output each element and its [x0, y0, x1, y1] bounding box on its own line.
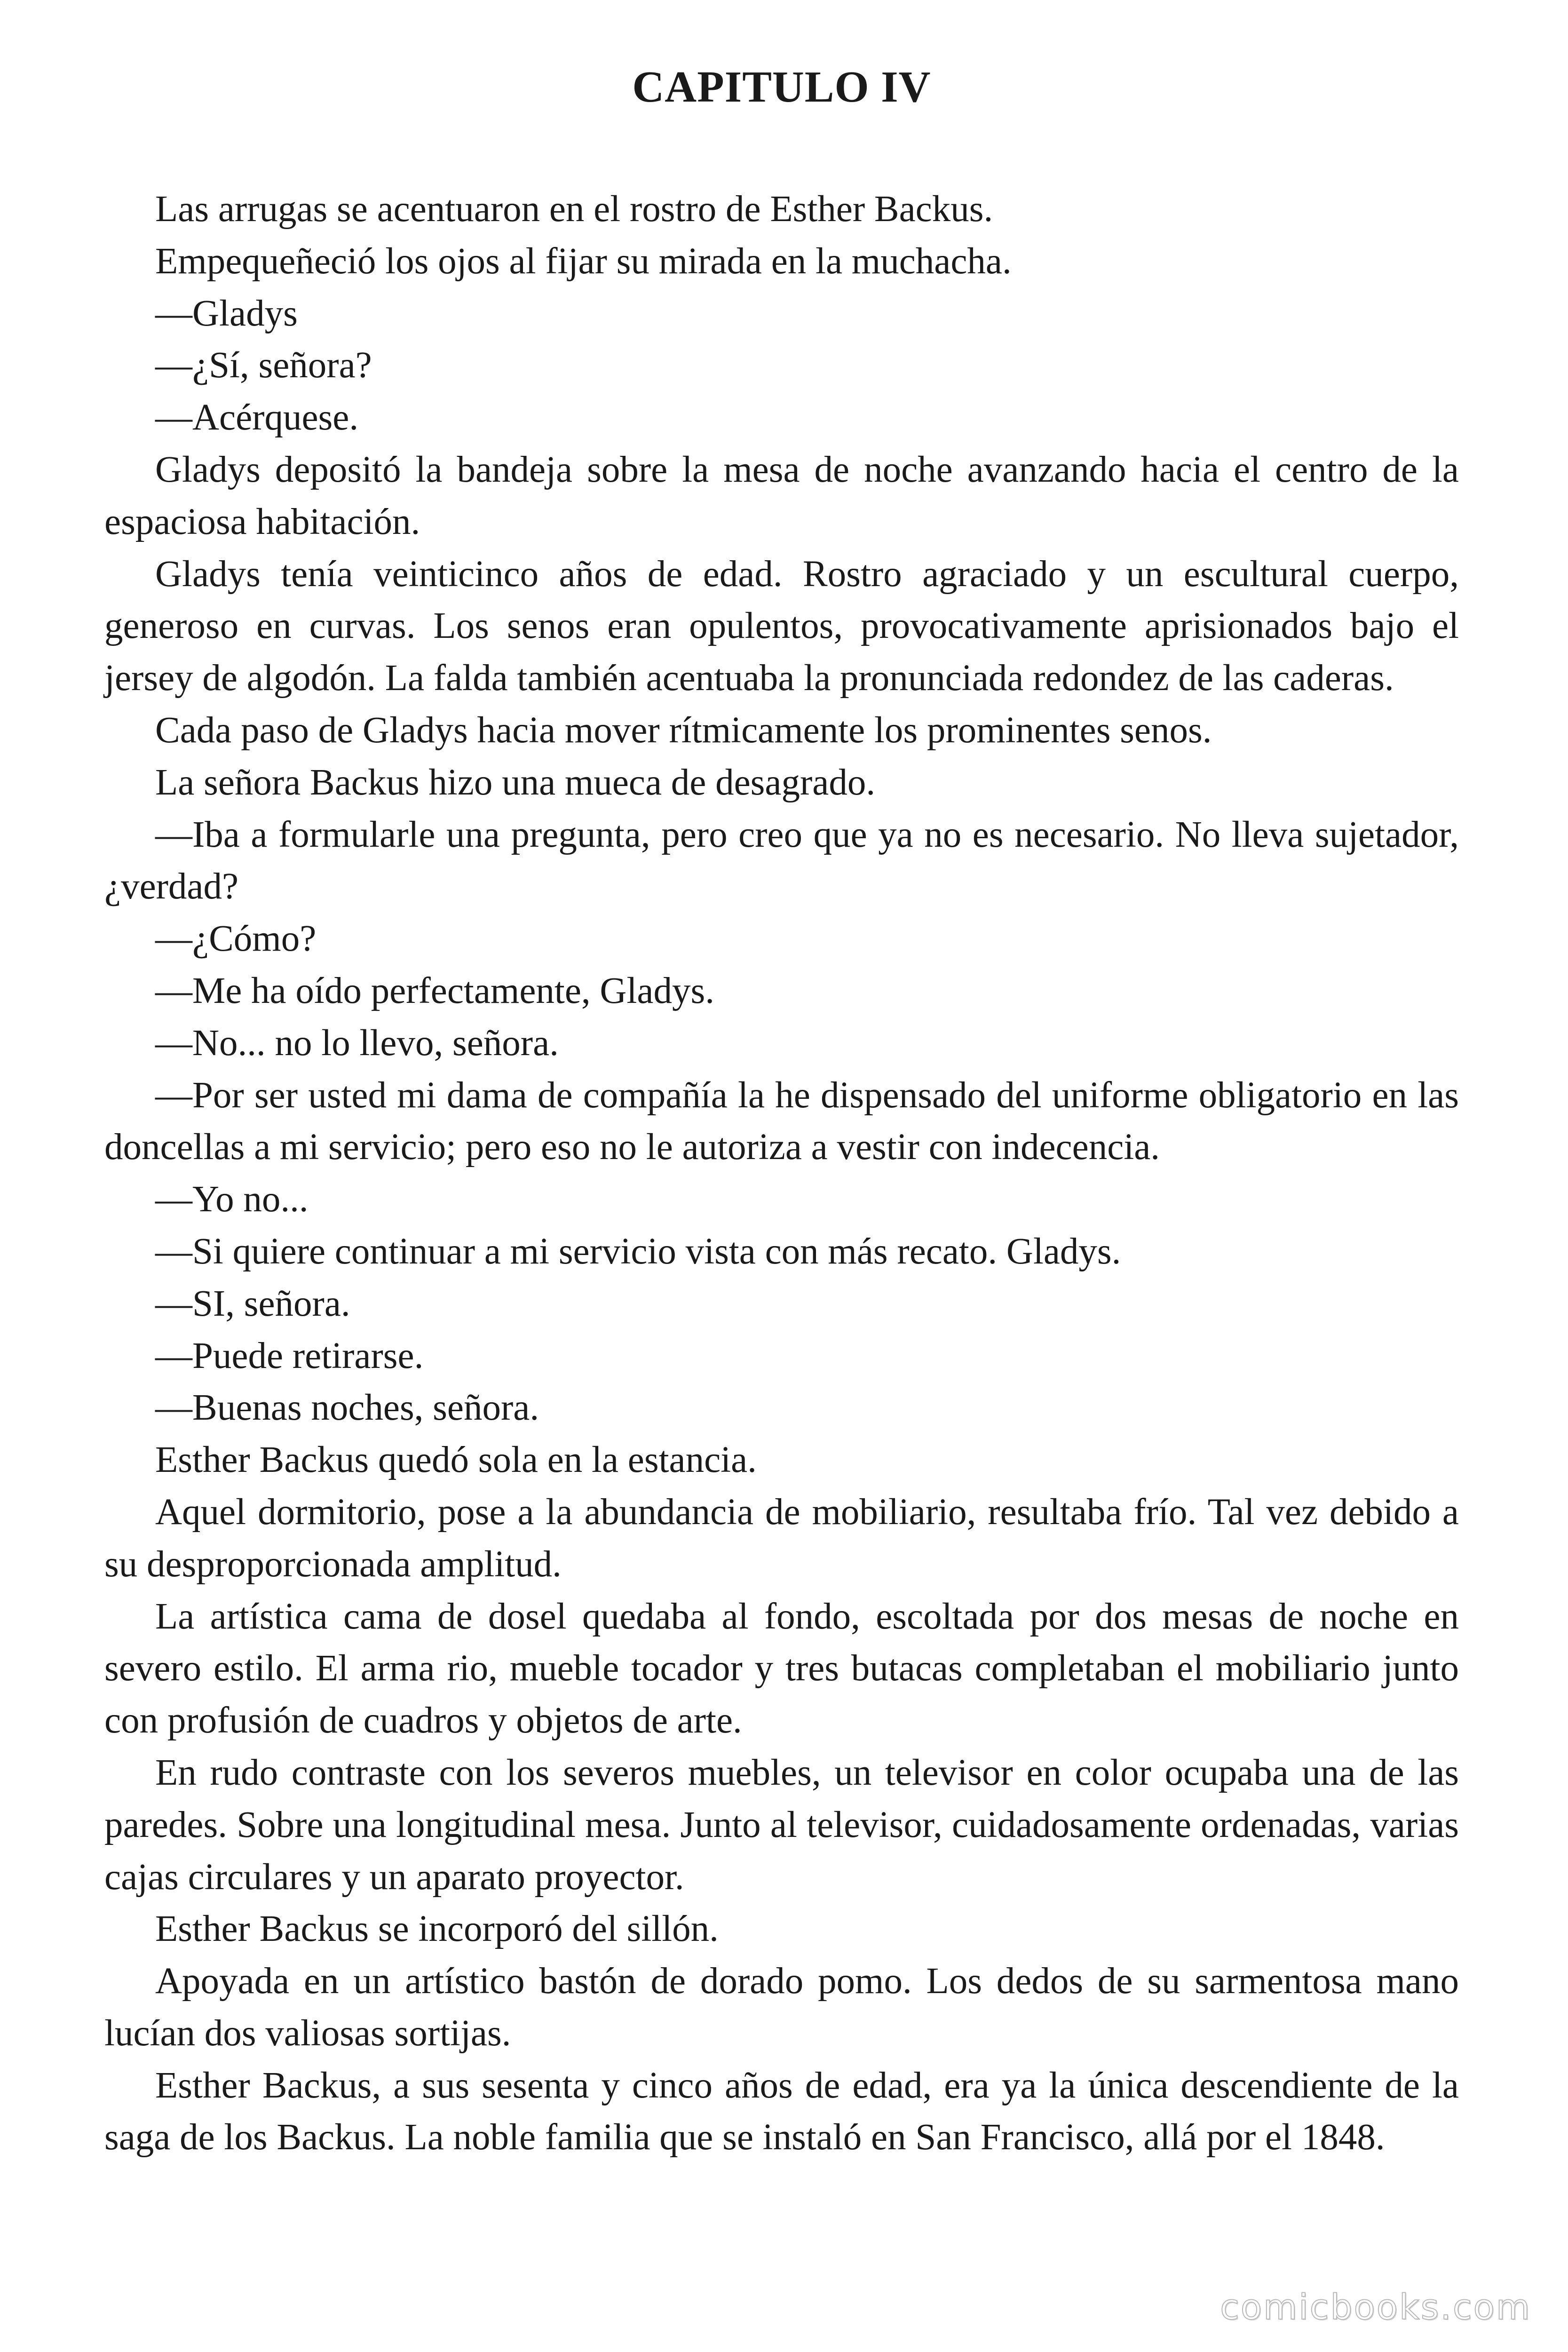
paragraph: Esther Backus, a sus sesenta y cinco años de edad, era ya la única descendiente de la saga de los Backus. La noble familia que se instaló en San Francisco, allá por el 1848.	[104, 2065, 1459, 2158]
paragraph: —Por ser usted mi dama de compañía la he dispensado del uniforme obligatorio en las doncellas a mi servicio; pero eso no le autoriza a vestir con indecencia.	[104, 1074, 1459, 1168]
paragraph: Esther Backus se incorporó del sillón.	[155, 1908, 719, 1950]
paragraph: —¿Sí, señora?	[155, 345, 372, 386]
paragraph: Cada paso de Gladys hacia mover rítmicamente los prominentes senos.	[155, 709, 1212, 751]
paragraph: —Puede retirarse.	[155, 1335, 424, 1376]
paragraph: La señora Backus hizo una mueca de desagrado.	[155, 762, 876, 803]
paragraph: —Si quiere continuar a mi servicio vista con más recato. Gladys.	[155, 1231, 1121, 1272]
watermark: comicbooks.com	[1220, 2287, 1531, 2328]
chapter-title: CAPITULO IV	[632, 63, 931, 111]
paragraph: Empequeñeció los ojos al fijar su mirada en la muchacha.	[155, 240, 1012, 282]
paragraph: —Me ha oído perfectamente, Gladys.	[155, 970, 714, 1011]
paragraph: —SI, señora.	[155, 1283, 350, 1324]
paragraph: Esther Backus quedó sola en la estancia.	[155, 1439, 757, 1481]
paragraph: —Iba a formularle una pregunta, pero creo que ya no es necesario. No lleva sujetador, ¿verdad?	[104, 814, 1459, 907]
paragraph: —Gladys	[155, 293, 298, 334]
paragraph: Apoyada en un artístico bastón de dorado pomo. Los dedos de su sarmentosa mano lucían dos valiosas sortijas.	[104, 1961, 1459, 2054]
paragraph: Gladys depositó la bandeja sobre la mesa de noche avanzando hacia el centro de la espaciosa habitación.	[104, 449, 1459, 542]
paragraph: —¿Cómo?	[155, 918, 317, 960]
book-page	[104, 61, 1459, 2164]
paragraph: —Acérquese.	[155, 397, 359, 438]
chapter-body	[104, 183, 1459, 2164]
paragraph: —Yo no...	[155, 1179, 309, 1220]
paragraph: Gladys tenía veinticinco años de edad. Rostro agraciado y un escultural cuerpo, generoso en curvas. Los senos eran opulentos, provocativamente aprisionados bajo el jersey de algodón. La falda también acentuaba la pronunciada redondez de las caderas.	[104, 553, 1459, 699]
paragraph: Las arrugas se acentuaron en el rostro de Esther Backus.	[155, 189, 993, 230]
paragraph: Aquel dormitorio, pose a la abundancia de mobiliario, resultaba frío. Tal vez debido a su desproporcionada amplitud.	[104, 1491, 1459, 1585]
paragraph: —Buenas noches, señora.	[155, 1387, 539, 1429]
paragraph: En rudo contraste con los severos muebles, un televisor en color ocupaba una de las paredes. Sobre una longitudinal mesa. Junto al televisor, cuidadosamente ordenadas, varias cajas circulares y un aparato proyector.	[104, 1752, 1459, 1898]
paragraph: La artística cama de dosel quedaba al fondo, escoltada por dos mesas de noche en severo estilo. El arma rio, mueble tocador y tres butacas completaban el mobiliario junto con profusión de cuadros y objetos de arte.	[104, 1596, 1459, 1741]
paragraph: —No... no lo llevo, señora.	[155, 1022, 559, 1064]
